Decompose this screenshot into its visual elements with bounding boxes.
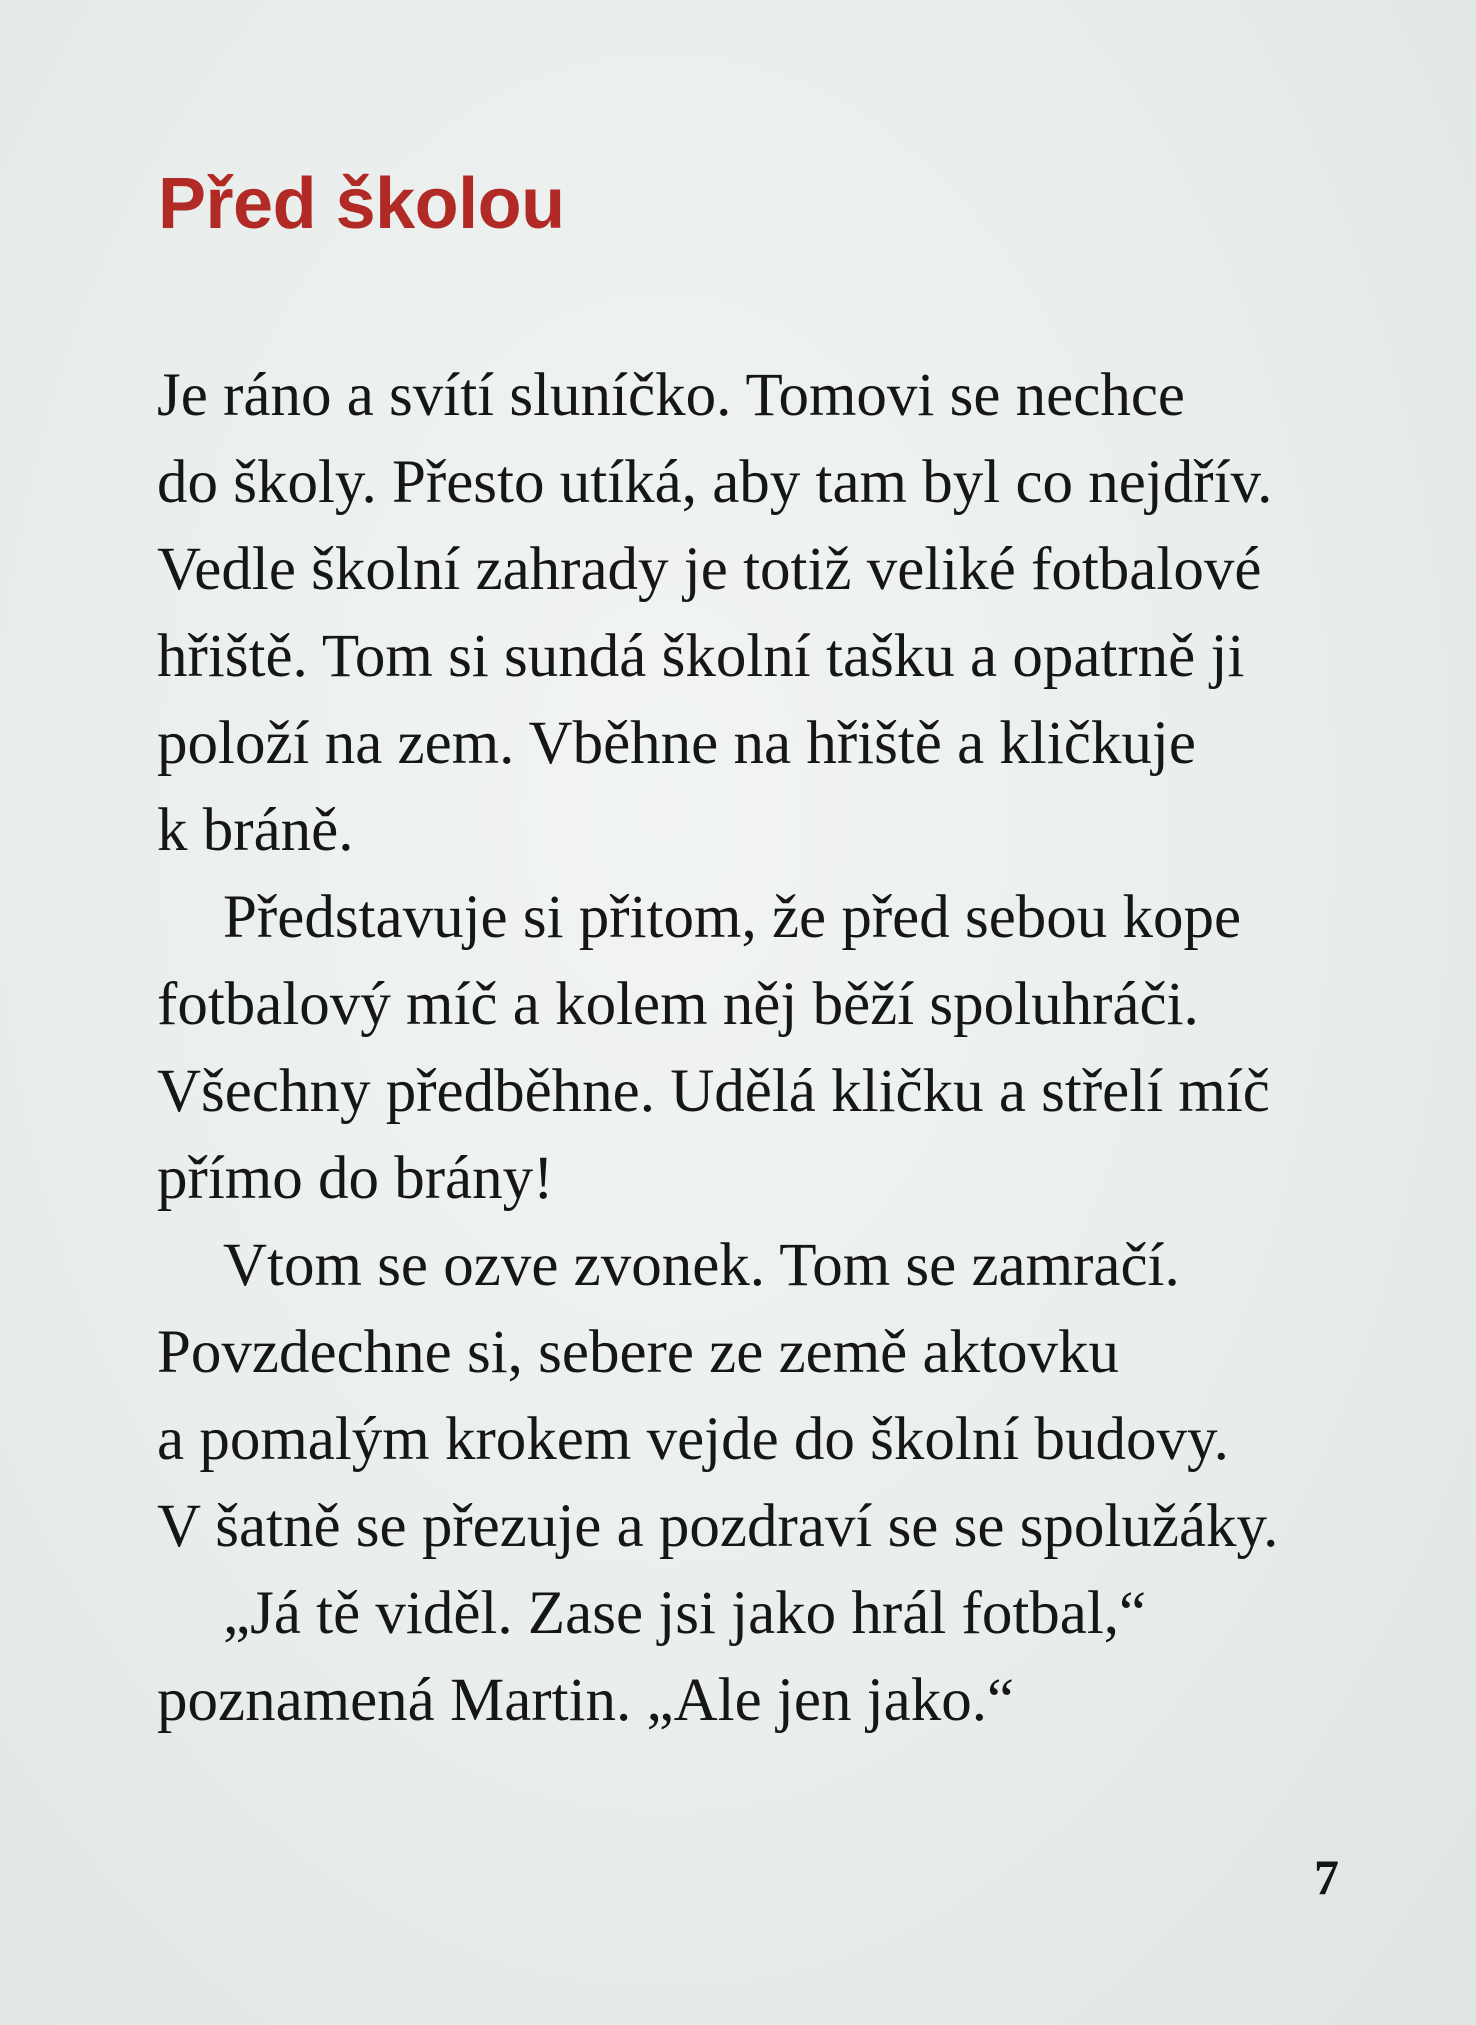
text-line: hřiště. Tom si sundá školní tašku a opatrně ji	[157, 623, 1245, 690]
text-line: poznamená Martin. „Ale jen jako.“	[157, 1667, 1015, 1734]
text-line: Vtom se ozve zvonek. Tom se zamračí.	[223, 1232, 1180, 1299]
text-line: položí na zem. Vběhne na hřiště a kličkuje	[157, 710, 1196, 777]
text-line: Všechny předběhne. Udělá kličku a střelí míč	[157, 1058, 1270, 1125]
page-number: 7	[1314, 1849, 1339, 1905]
text-line: Představuje si přitom, že před sebou kope	[223, 884, 1242, 951]
text-line: a pomalým krokem vejde do školní budovy.	[157, 1406, 1229, 1473]
text-line: Povzdechne si, sebere ze země aktovku	[157, 1319, 1120, 1386]
text-line: V šatně se přezuje a pozdraví se se spolužáky.	[157, 1493, 1279, 1560]
paragraph-1	[157, 352, 1387, 874]
text-line: fotbalový míč a kolem něj běží spoluhráči.	[157, 971, 1199, 1038]
story-text	[157, 352, 1387, 1744]
text-line: do školy. Přesto utíká, aby tam byl co nejdřív.	[157, 449, 1273, 516]
paragraph-2	[157, 874, 1387, 1222]
paragraph-3	[157, 1222, 1387, 1570]
text-line: k bráně.	[157, 797, 354, 864]
text-line: Je ráno a svítí sluníčko. Tomovi se nechce	[157, 362, 1185, 429]
paragraph-4	[157, 1570, 1387, 1744]
text-line: „Já tě viděl. Zase jsi jako hrál fotbal,“	[223, 1580, 1147, 1647]
text-line: Vedle školní zahrady je totiž veliké fotbalové	[157, 536, 1262, 603]
chapter-title: Před školou	[158, 164, 565, 244]
text-line: přímo do brány!	[157, 1145, 554, 1212]
